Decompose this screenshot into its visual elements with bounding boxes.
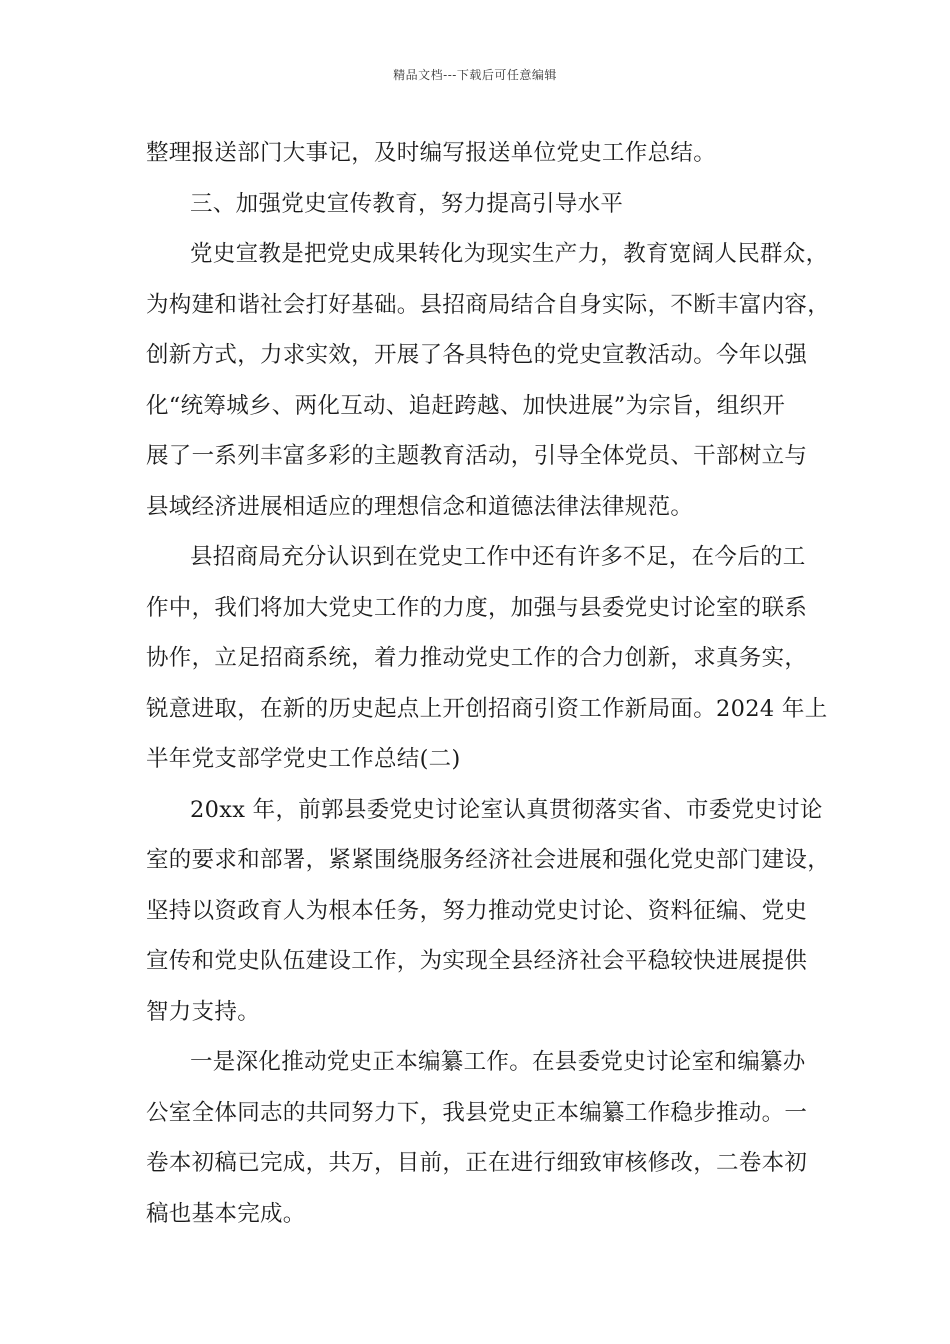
text-line: 锐意进取，在新的历史起点上开创招商引资工作新局面。2024 年上 [146, 695, 828, 722]
text-line: 整理报送部门大事记，及时编写报送单位党史工作总结。 [146, 140, 717, 166]
text-line: 稿也基本完成。 [146, 1200, 306, 1227]
text-line: 展了一系列丰富多彩的主题教育活动，引导全体党员、干部树立与 [146, 443, 808, 469]
text-line: 创新方式，力求实效，开展了各具特色的党史宣教活动。今年以强 [146, 342, 808, 368]
text-line: 智力支持。 [146, 998, 261, 1025]
page-header: 精品文档---下载后可任意编辑 [393, 68, 557, 82]
text-line: 化“统筹城乡、两化互动、追赶跨越、加快进展”为宗旨，组织开 [146, 392, 786, 419]
text-line: 公室全体同志的共同努力下，我县党史正本编纂工作稳步推动。一 [146, 1099, 808, 1126]
text-line: 卷本初稿已完成，共万，目前，正在进行细致审核修改，二卷本初 [146, 1150, 808, 1176]
text-line: 县招商局充分认识到在党史工作中还有许多不足，在今后的工 [190, 544, 806, 570]
text-line: 半年党支部学党史工作总结(二) [146, 746, 461, 772]
section-heading: 三、加强党史宣传教育，努力提高引导水平 [190, 190, 624, 217]
text-line: 20xx 年，前郭县委党史讨论室认真贯彻落实省、市委党史讨论 [190, 796, 823, 823]
text-line: 作中，我们将加大党史工作的力度，加强与县委党史讨论室的联系 [146, 594, 808, 621]
text-line: 党史宣教是把党史成果转化为现实生产力，教育宽阔人民群众， [190, 241, 829, 267]
text-line: 为构建和谐社会打好基础。县招商局结合自身实际，不断丰富内容， [146, 291, 831, 318]
document-body [146, 128, 831, 1239]
text-line: 一是深化推动党史正本编纂工作。在县委党史讨论室和编纂办 [190, 1049, 806, 1075]
text-line: 协作，立足招商系统，着力推动党史工作的合力创新，求真务实， [146, 645, 808, 671]
text-line: 县域经济进展相适应的理想信念和道德法律法律规范。 [146, 493, 694, 520]
text-line: 坚持以资政育人为根本任务，努力推动党史讨论、资料征编、党史 [146, 897, 808, 924]
text-line: 室的要求和部署，紧紧围绕服务经济社会进展和强化党史部门建设， [146, 847, 831, 873]
text-line: 宣传和党史队伍建设工作，为实现全县经济社会平稳较快进展提供 [146, 948, 808, 974]
